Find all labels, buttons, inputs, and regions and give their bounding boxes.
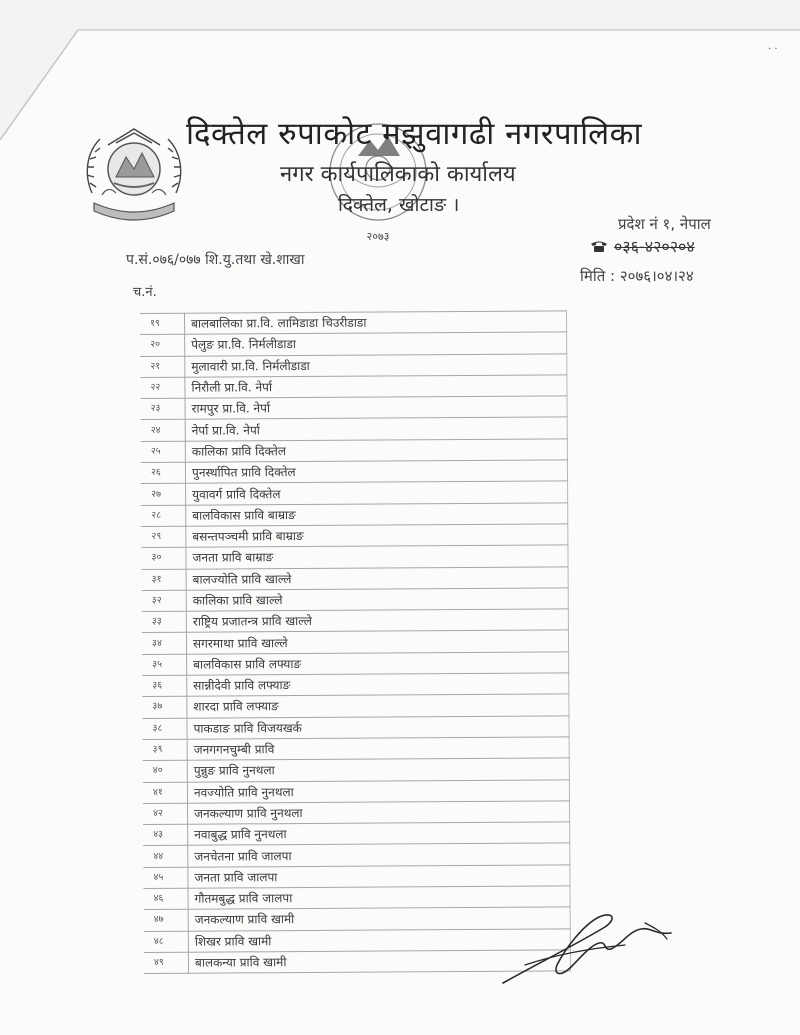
school-name: कालिका प्रावि दिक्तेल	[185, 439, 567, 463]
school-name: शारदा प्रावि लफ्याङ	[187, 694, 569, 718]
serial-number: २८	[141, 505, 186, 527]
school-name: निरौली प्रा.वि. नेर्पा	[185, 375, 567, 399]
serial-number: ३०	[141, 547, 186, 569]
table-row	[141, 460, 568, 484]
school-name: पुन्नुङ प्रावि नुनथला	[187, 758, 569, 782]
serial-number: ३४	[142, 633, 187, 655]
office-address: दिक्तेल, खोटाङ ।	[338, 194, 460, 216]
table-row	[143, 843, 570, 867]
serial-number: ३७	[142, 697, 187, 719]
serial-number: ४१	[143, 782, 188, 804]
school-name: पुनर्स्थापित प्रावि दिक्तेल	[185, 460, 567, 484]
serial-number: २५	[141, 441, 186, 463]
table-row	[140, 375, 567, 399]
table-row	[142, 673, 569, 697]
phone-line	[590, 235, 695, 257]
municipality-title: दिक्तेल रुपाकोट मझुवागढी नगरपालिका	[186, 116, 643, 152]
handwritten-signature	[495, 905, 695, 995]
table-row	[142, 609, 569, 633]
scan-speck: · ·	[768, 44, 778, 55]
table-row	[141, 545, 568, 569]
serial-number: ३३	[142, 611, 187, 633]
letter-date: मिति : २०७६।०४।२४	[580, 267, 694, 285]
school-name: बालबालिका प्रा.वि. लामिडाडा चिउरीडाडा	[185, 311, 567, 335]
table-row	[140, 332, 567, 356]
school-name: बालकन्या प्रावि खामी	[188, 950, 570, 974]
school-name: जनता प्रावि बाम्राङ	[186, 545, 568, 569]
school-name: सगरमाथा प्रावि खाल्ले	[186, 630, 568, 654]
serial-number: २२	[140, 377, 185, 399]
table-row	[143, 737, 570, 761]
school-list-table	[140, 310, 571, 974]
table-row	[141, 396, 568, 420]
office-subtitle: नगर कार्यपालिकाको कार्यालय	[280, 162, 516, 187]
table-row	[143, 865, 570, 889]
dispatch-number-label: च.नं.	[133, 285, 157, 300]
school-name: बालविकास प्रावि बाम्राङ	[186, 503, 568, 527]
serial-number: ४२	[143, 803, 188, 825]
table-row	[140, 353, 567, 377]
table-row	[140, 311, 567, 335]
table-row	[141, 524, 568, 548]
serial-number: २०	[140, 335, 185, 357]
table-row	[143, 779, 570, 803]
province-label: प्रदेश नं १, नेपाल	[618, 215, 711, 233]
serial-number: २९	[141, 526, 186, 548]
table-row	[142, 652, 569, 676]
serial-number: १९	[140, 313, 185, 335]
serial-number: ४०	[143, 760, 188, 782]
serial-number: ४६	[144, 888, 189, 910]
school-name: शिखर प्रावि खामी	[188, 928, 570, 952]
table-row	[141, 481, 568, 505]
serial-number: ४३	[143, 824, 188, 846]
school-name: नेर्पा प्रा.वि. नेर्पा	[185, 417, 567, 441]
table-row	[142, 630, 569, 654]
school-name: पाकडाङ प्रावि विजयखर्क	[187, 716, 569, 740]
serial-number: ४९	[144, 952, 189, 974]
table-row	[142, 566, 569, 590]
reference-number: प.सं.०७६/०७७ शि.यु.तथा खे.शाखा	[126, 252, 305, 268]
telephone-icon	[590, 240, 608, 253]
school-name: जनचेतना प्रावि जालपा	[188, 843, 570, 867]
serial-number: ४८	[144, 931, 189, 953]
school-name: राष्ट्रिय प्रजातन्त्र प्रावि खाल्ले	[186, 609, 568, 633]
school-name: रामपुर प्रा.वि. नेर्पा	[185, 396, 567, 420]
school-name: मुलावारी प्रा.वि. निर्मलीडाडा	[185, 353, 567, 377]
serial-number: ३१	[142, 569, 187, 591]
school-name: पेलुङ प्रा.वि. निर्मलीडाडा	[185, 332, 567, 356]
table-row	[142, 716, 569, 740]
school-name: नवाबुद्ध प्रावि नुनथला	[188, 822, 570, 846]
nepal-emblem-icon	[78, 123, 190, 235]
table-row	[143, 758, 570, 782]
school-name: सान्नीदेवी प्रावि लफ्याङ	[187, 673, 569, 697]
serial-number: २७	[141, 484, 186, 506]
school-name: जनकल्याण प्रावि खामी	[188, 907, 570, 931]
school-name: कालिका प्रावि खाल्ले	[186, 588, 568, 612]
school-name: नवज्योति प्रावि नुनथला	[187, 779, 569, 803]
serial-number: २१	[140, 356, 185, 378]
school-name: जनगगनचुम्बी प्रावि	[187, 737, 569, 761]
serial-number: ३९	[143, 739, 188, 761]
table-row	[141, 439, 568, 463]
school-name: गौतमबुद्ध प्रावि जालपा	[188, 886, 570, 910]
school-name: बालविकास प्रावि लफ्याङ	[187, 652, 569, 676]
table-row	[142, 694, 569, 718]
school-name: युवावर्ग प्रावि दिक्तेल	[186, 481, 568, 505]
serial-number: ३८	[142, 718, 187, 740]
serial-number: २३	[141, 398, 186, 420]
school-name: बालज्योति प्रावि खाल्ले	[186, 566, 568, 590]
serial-number: ३६	[142, 675, 187, 697]
table-row	[142, 588, 569, 612]
serial-number: ४७	[144, 910, 189, 932]
school-name: जनकल्याण प्रावि नुनथला	[187, 801, 569, 825]
phone-number: ०३६-४२०२०४	[614, 237, 695, 256]
serial-number: २४	[141, 420, 186, 442]
serial-number: ३५	[142, 654, 187, 676]
seal-year: २०७३	[366, 230, 390, 243]
table-row	[141, 417, 568, 441]
table-row	[143, 822, 570, 846]
serial-number: ४४	[143, 846, 188, 868]
school-name: जनता प्रावि जालपा	[188, 865, 570, 889]
table-row	[143, 801, 570, 825]
serial-number: ४५	[143, 867, 188, 889]
serial-number: ३२	[142, 590, 187, 612]
table-row	[141, 503, 568, 527]
school-name: बसन्तपञ्चमी प्रावि बाम्राङ	[186, 524, 568, 548]
serial-number: २६	[141, 462, 186, 484]
